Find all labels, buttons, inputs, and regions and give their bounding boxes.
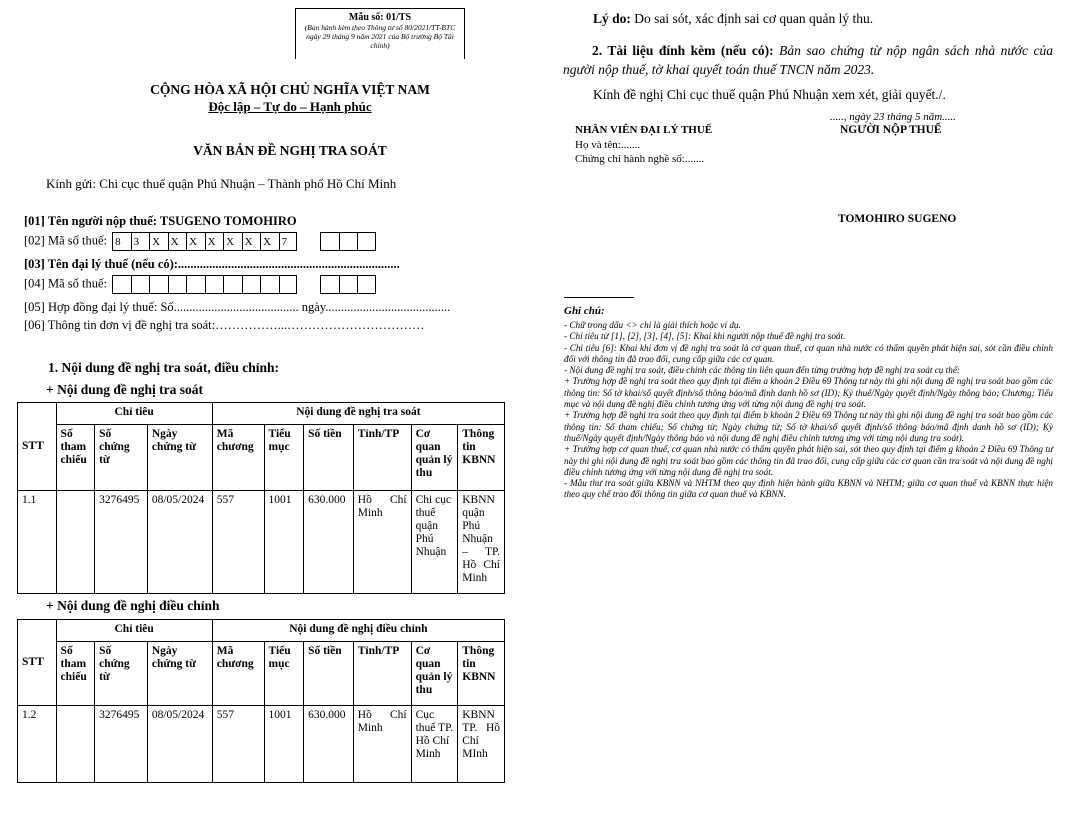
col-stt: STT <box>18 620 57 706</box>
col-chapter-code: Mã chương <box>212 425 264 491</box>
col-province: Tỉnh/TP <box>353 642 411 706</box>
agent-tax-code-cell <box>260 275 279 294</box>
agent-tax-code-cell <box>149 275 168 294</box>
tax-code-cell: X <box>242 232 261 251</box>
group-criteria: Chỉ tiêu <box>56 620 212 642</box>
agent-signature-title: NHÂN VIÊN ĐẠI LÝ THUẾ <box>575 124 713 136</box>
payer-signature-title: NGƯỜI NỘP THUẾ <box>840 124 942 136</box>
col-treasury-info: Thông tin KBNN <box>458 425 505 491</box>
attachments-label: 2. Tài liệu đính kèm (nếu có): <box>592 43 774 58</box>
notes-title: Ghi chú: <box>564 305 605 317</box>
group-criteria: Chỉ tiêu <box>56 403 212 425</box>
note-item: - Nội dung đề nghị tra soát, điều chỉnh các thông tin liên quan đến từng trường hợp đề nghị tra soát cụ thể: <box>564 365 960 376</box>
cell-treasury-info: KBNN TP. Hồ Chí MInh <box>458 706 505 783</box>
requesting-unit-field: [06] Thông tin đơn vị đề nghị tra soát:……………...…………………………… <box>24 318 425 332</box>
adjust-content-heading: + Nội dung đề nghị điều chỉnh <box>46 598 220 613</box>
agent-tax-code-cell <box>357 275 376 294</box>
cell-reference-no <box>56 491 95 594</box>
agent-tax-code-cell <box>339 275 358 294</box>
reason-label: Lý do: <box>593 11 631 26</box>
nation-title: CỘNG HÒA XÃ HỘI CHỦ NGHĨA VIỆT NAM <box>150 82 430 97</box>
note-item: + Trường hợp đề nghị tra soát theo quy định tại điểm b khoản 2 Điều 69 Thông tư này thì ghi nội dung đề nghị tra soát bao gồm các thông tin: Số tham chiếu; Số chứng từ; Ngày chứng từ; Số tờ khai/số quyết định/số thông báo/mã định danh hồ sơ (ID); Kỳ thuế/Ngày quyết định/Ngày thông báo và nội dung đề nghị điều chỉnh tương ứng với từng nội dung tra soát). <box>564 410 1053 443</box>
agent-tax-code-suffix-cells <box>320 275 376 294</box>
group-adjust-content: Nội dung đề nghị điều chỉnh <box>212 620 504 642</box>
review-content-heading: + Nội dung đề nghị tra soát <box>46 382 203 397</box>
request-line: Kính đề nghị Chi cục thuế quận Phú Nhuận xem xét, giải quyết./. <box>593 87 946 102</box>
cell-collection-agency: Cục thuế TP. Hồ Chí Minh <box>411 706 458 783</box>
agent-tax-code-cell <box>168 275 187 294</box>
col-chapter-code: Mã chương <box>212 642 264 706</box>
agent-tax-code-cell <box>320 275 339 294</box>
col-amount: Số tiền <box>304 642 354 706</box>
addressee: Kính gửi: Chi cục thuế quận Phú Nhuận – Thành phố Hồ Chí Minh <box>46 176 397 191</box>
note-item: - Mẫu thư tra soát giữa KBNN và NHTM theo quy định hiện hành giữa KBNN và NHTM; giữa cơ quan thuế và KBNN thực hiện theo quy chế trao đổi thông tin giữa cơ quan thuế và KBNN. <box>564 478 1053 500</box>
agent-tax-code-cell <box>205 275 224 294</box>
document-title: VĂN BẢN ĐỀ NGHỊ TRA SOÁT <box>193 143 387 158</box>
agent-tax-code-cell <box>223 275 242 294</box>
col-collection-agency: Cơ quan quản lý thu <box>411 642 458 706</box>
agent-certificate-line: Chứng chỉ hành nghề số:....... <box>575 153 705 165</box>
cell-sub-item: 1001 <box>264 706 304 783</box>
note-item: - Chỉ tiêu từ [1], [2], [3], [4], [5]: Khai khi người nộp thuế đề nghị tra soát. <box>564 331 846 342</box>
tax-code-label: [02] Mã số thuế: <box>24 233 107 248</box>
col-stt: STT <box>18 403 57 491</box>
col-amount: Số tiền <box>304 425 354 491</box>
form-number: Mẫu số: 01/TS <box>348 12 412 23</box>
tax-code-cells <box>112 232 297 251</box>
attachments-text: Bản sao chứng từ nộp ngân sách nhà nước của người nộp thuế, tờ khai quyết toán thuế TNCN năm 2023. <box>563 43 1053 77</box>
taxpayer-name-field: [01] Tên người nộp thuế: TSUGENO TOMOHIRO <box>24 214 297 228</box>
tax-code-cell <box>320 232 339 251</box>
reason-line <box>593 11 1053 27</box>
agent-tax-code-cell <box>279 275 298 294</box>
cell-province: Hồ Chí Minh <box>353 706 411 783</box>
agent-name-line: Họ và tên:....... <box>575 139 641 151</box>
cell-collection-agency: Chi cục thuế quận Phú Nhuận <box>411 491 458 594</box>
note-item: - Chữ trong dấu <> chỉ là giải thích hoặc ví dụ. <box>564 320 741 330</box>
group-review-content: Nội dung đề nghị tra soát <box>212 403 504 425</box>
national-motto: Độc lập – Tự do – Hạnh phúc <box>208 99 372 114</box>
cell-document-date: 08/05/2024 <box>147 491 212 594</box>
section-1-heading: 1. Nội dung đề nghị tra soát, điều chỉnh: <box>48 360 280 375</box>
notes-list <box>564 320 1053 501</box>
tax-code-cell: 8 <box>112 232 131 251</box>
agent-tax-code-cell <box>112 275 131 294</box>
table-row <box>18 706 505 783</box>
cell-province: Hồ Chí Minh <box>353 491 411 594</box>
form-legal-note: (Ban hành kèm theo Thông tư số 80/2021/TT-BTC ngày 29 tháng 9 năm 2021 của Bộ trưởng Bộ Tài chính) <box>304 23 456 50</box>
agent-tax-code-cells <box>112 275 297 294</box>
col-reference-no: Số tham chiếu <box>56 425 95 491</box>
note-item: - Chỉ tiêu [6]: Khai khi đơn vị đề nghị tra soát là cơ quan thuế, cơ quan nhà nước có thẩm quyền phát hiện sai, sót cần điều chỉnh đối với thông tin đã trao đổi, cung cấp giữa các cơ quan. <box>564 342 1053 364</box>
tax-code-cell <box>357 232 376 251</box>
notes-divider <box>564 297 634 298</box>
tax-code-cell: X <box>149 232 168 251</box>
tax-code-field <box>24 232 376 251</box>
col-document-no: Số chứng từ <box>95 642 148 706</box>
tax-code-suffix-cells <box>320 232 376 251</box>
payer-signature-name: TOMOHIRO SUGENO <box>838 213 957 225</box>
col-document-no: Số chứng từ <box>95 425 148 491</box>
col-collection-agency: Cơ quan quản lý thu <box>411 425 458 491</box>
cell-stt: 1.2 <box>18 706 57 783</box>
cell-amount: 630.000 <box>304 491 354 594</box>
tax-agent-name-field: [03] Tên đại lý thuế (nếu có):....................................................................... <box>24 257 400 271</box>
col-reference-no: Số tham chiếu <box>56 642 95 706</box>
note-item: + Trường hợp cơ quan thuế, cơ quan nhà nước có thẩm quyền phát hiện sai, sót theo quy định tại điểm g khoản 2 Điều 69 Thông tư này thì ghi nội dung đề nghị tra soát bao gồm các thông tin đã trao đổi, cung cấp giữa các cơ quan cần tra soát và nội dung đề nghị điều chỉnh tương ứng với từng nội dung đề nghị tra soát. <box>564 444 1053 477</box>
tax-code-cell: 3 <box>131 232 150 251</box>
col-sub-item: Tiểu mục <box>264 425 304 491</box>
agent-contract-field: [05] Hợp đồng đại lý thuế: Số........................................ ngày........................................ <box>24 300 451 314</box>
reason-text: Do sai sót, xác định sai cơ quan quản lý thu. <box>630 11 874 26</box>
cell-reference-no <box>56 706 95 783</box>
agent-tax-code-label: [04] Mã số thuế: <box>24 276 107 291</box>
cell-treasury-info: KBNN quận Phú Nhuận – TP. Hồ Chí Minh <box>458 491 505 594</box>
agent-tax-code-cell <box>242 275 261 294</box>
cell-chapter-code: 557 <box>212 706 264 783</box>
tax-code-cell: 7 <box>279 232 298 251</box>
form-number-box <box>295 8 465 59</box>
date-line: ....., ngày 23 tháng 5 năm..... <box>830 111 956 123</box>
col-province: Tỉnh/TP <box>353 425 411 491</box>
tax-code-cell: X <box>168 232 187 251</box>
note-item: + Trường hợp đề nghị tra soát theo quy định tại điểm a khoản 2 Điều 69 Thông tư này thì ghi nội dung đề nghị tra soát bao gồm các thông tin: Số tờ khai/số quyết định/số thông báo/mã định danh hồ sơ (ID); Kỳ thuế/Ngày quyết định/Ngày thông báo; Chương; Tiểu mục và nội dung đề nghị điều chỉnh tương ứng với từng nội dung đề nghị tra soát. <box>564 376 1053 410</box>
tax-code-cell: X <box>205 232 224 251</box>
attachments-paragraph <box>563 41 1053 79</box>
agent-tax-code-field <box>24 275 376 294</box>
col-document-date: Ngày chứng từ <box>147 425 212 491</box>
cell-chapter-code: 557 <box>212 491 264 594</box>
agent-tax-code-cell <box>186 275 205 294</box>
cell-sub-item: 1001 <box>264 491 304 594</box>
cell-amount: 630.000 <box>304 706 354 783</box>
cell-document-no: 3276495 <box>95 491 148 594</box>
agent-tax-code-cell <box>131 275 150 294</box>
review-table <box>17 402 505 594</box>
col-document-date: Ngày chứng từ <box>147 642 212 706</box>
tax-code-cell <box>339 232 358 251</box>
tax-code-cell: X <box>223 232 242 251</box>
cell-stt: 1.1 <box>18 491 57 594</box>
tax-code-cell: X <box>186 232 205 251</box>
cell-document-no: 3276495 <box>95 706 148 783</box>
tax-code-cell: X <box>260 232 279 251</box>
col-sub-item: Tiểu mục <box>264 642 304 706</box>
table-row <box>18 491 505 594</box>
col-treasury-info: Thông tin KBNN <box>458 642 505 706</box>
adjustment-table <box>17 619 505 783</box>
cell-document-date: 08/05/2024 <box>147 706 212 783</box>
